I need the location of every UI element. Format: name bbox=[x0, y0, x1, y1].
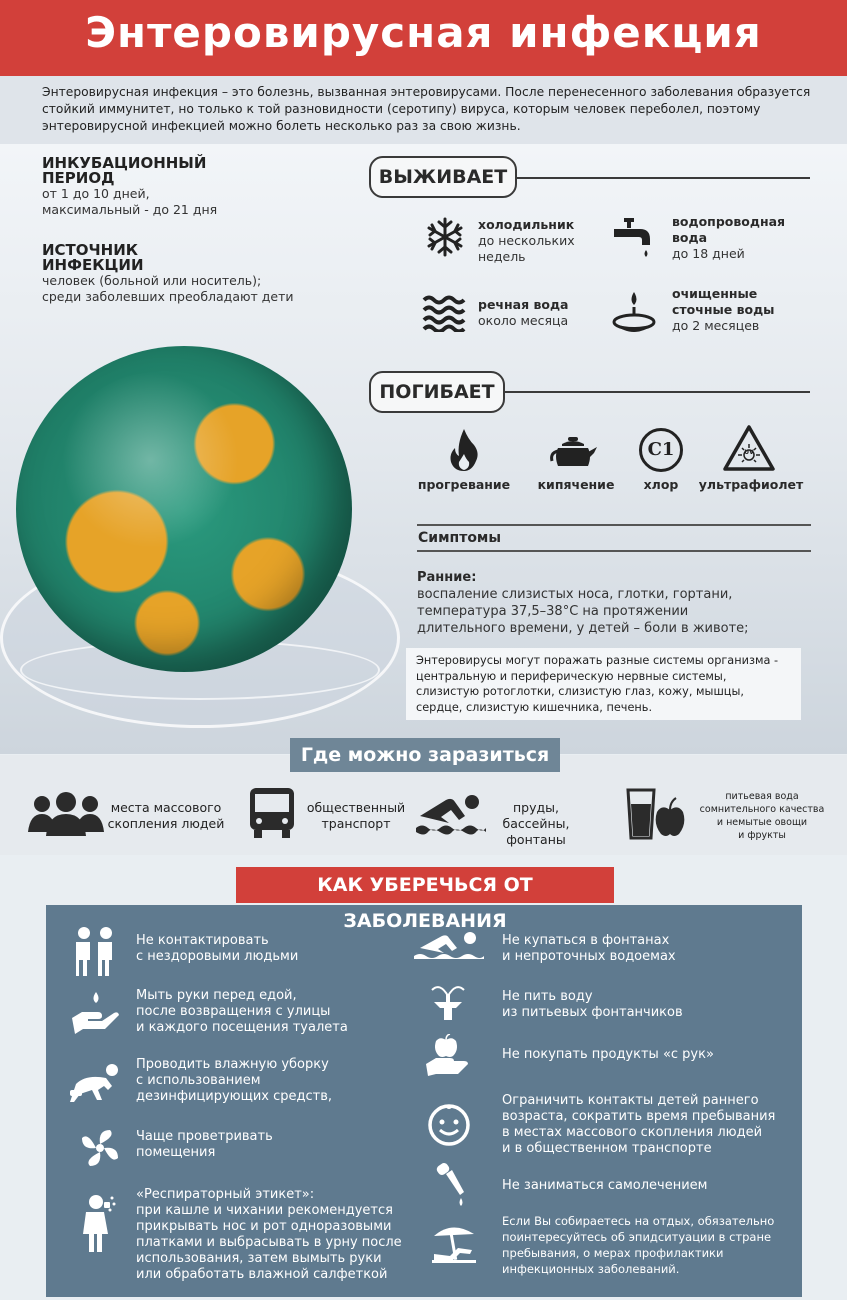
dies-label: ПОГИБАЕТ bbox=[369, 371, 505, 413]
beach-icon bbox=[430, 1220, 478, 1266]
dies-heating-label: прогревание bbox=[417, 477, 511, 492]
cleaning-icon bbox=[70, 1062, 124, 1102]
dies-boiling-label: кипячение bbox=[537, 477, 615, 492]
incubation-title-1: ИНКУБАЦИОННЫЙ bbox=[42, 154, 207, 172]
fridge-value-1: до нескольких bbox=[478, 233, 575, 248]
right-4-line-4: и в общественном транспорте bbox=[502, 1141, 712, 1156]
kettle-icon bbox=[548, 436, 600, 470]
hand-wash-icon bbox=[70, 990, 120, 1034]
intro-block bbox=[0, 76, 847, 144]
protect-right-3 bbox=[502, 1047, 802, 1063]
right-1-line-1: Не купаться в фонтанах bbox=[502, 933, 670, 948]
right-2-line-1: Не пить воду bbox=[502, 989, 593, 1004]
baby-icon bbox=[426, 1102, 472, 1148]
survives-item-tap-water bbox=[672, 214, 785, 262]
left-5-line-3: прикрывать нос и рот одноразовыми bbox=[136, 1219, 392, 1234]
left-5-line-6: или обработать влажной салфеткой bbox=[136, 1267, 388, 1282]
left-4-line-2: помещения bbox=[136, 1145, 216, 1160]
dies-chlorine-label: хлор bbox=[643, 477, 679, 492]
where-crowd bbox=[104, 800, 228, 832]
left-5-line-1: «Респираторный этикет»: bbox=[136, 1187, 315, 1202]
protect-left-2 bbox=[136, 988, 406, 1036]
incubation-title-2: ПЕРИОД bbox=[42, 169, 115, 187]
tap-water-value: до 18 дней bbox=[672, 246, 745, 261]
systems-line-1: Энтеровирусы могут поражать разные системы организма - bbox=[416, 654, 779, 667]
protect-left-5 bbox=[136, 1187, 411, 1283]
left-3-line-2: с использованием bbox=[136, 1073, 261, 1088]
symptoms-top-rule bbox=[417, 524, 811, 526]
fridge-value-2: недель bbox=[478, 249, 526, 264]
tap-water-title-2: вода bbox=[672, 230, 708, 245]
protect-left-1 bbox=[136, 933, 406, 965]
protect-right-5 bbox=[502, 1178, 802, 1194]
virus-illustration bbox=[16, 346, 352, 672]
chlorine-icon: C1 bbox=[639, 428, 683, 472]
dropper-icon bbox=[434, 1162, 466, 1208]
survives-item-sewage bbox=[672, 286, 775, 334]
left-1-line-1: Не контактировать bbox=[136, 933, 269, 948]
bus-icon bbox=[248, 786, 296, 840]
left-2-line-2: после возвращения с улицы bbox=[136, 1004, 331, 1019]
left-3-line-3: дезинфицирующих средств, bbox=[136, 1089, 333, 1104]
early-line-2: температура 37,5–38°С на протяжении bbox=[417, 604, 689, 619]
survives-item-fridge bbox=[478, 217, 575, 265]
right-4-line-1: Ограничить контакты детей раннего bbox=[502, 1093, 759, 1108]
systems-line-2: центральную и периферическую нервные системы, bbox=[416, 669, 727, 683]
where-water bbox=[488, 800, 584, 848]
river-title: речная вода bbox=[478, 297, 569, 312]
right-4-line-2: возраста, сократить время пребывания bbox=[502, 1109, 776, 1124]
sneeze-icon bbox=[76, 1194, 116, 1254]
dies-uv-label: ультрафиолет bbox=[698, 477, 804, 492]
fridge-title: холодильник bbox=[478, 217, 575, 232]
river-value: около месяца bbox=[478, 313, 569, 328]
left-3-line-1: Проводить влажную уборку bbox=[136, 1057, 329, 1072]
left-5-line-4: платками и выбрасывать в урну после bbox=[136, 1235, 402, 1250]
waves-icon bbox=[422, 294, 468, 332]
early-line-3: длительного времени, у детей – боли в животе; bbox=[417, 621, 749, 636]
right-6-line-3: пребывания, о мерах профилактики bbox=[502, 1246, 724, 1260]
where-drinking bbox=[688, 790, 836, 842]
flame-icon bbox=[448, 428, 480, 472]
source-line-2: среди заболевших преобладают дети bbox=[42, 289, 294, 304]
where-title: Где можно заразиться bbox=[290, 738, 560, 772]
transport-line-2: транспорт bbox=[321, 816, 391, 831]
drop-icon bbox=[610, 290, 658, 336]
protect-right-2 bbox=[502, 989, 802, 1021]
survives-item-river bbox=[478, 297, 569, 329]
drinking-line-2: сомнительного качества bbox=[699, 804, 825, 815]
source-block bbox=[42, 243, 342, 305]
protect-left-4 bbox=[136, 1129, 406, 1161]
water-line-2: фонтаны bbox=[506, 832, 566, 847]
where-transport bbox=[300, 800, 412, 832]
sewage-value: до 2 месяцев bbox=[672, 318, 760, 333]
early-label: Ранние: bbox=[417, 570, 477, 585]
faucet-icon bbox=[612, 215, 656, 259]
protect-right-6 bbox=[502, 1213, 798, 1277]
right-6-line-2: поинтересуйтесь об эпидситуации в стране bbox=[502, 1230, 772, 1244]
symptoms-label: Симптомы bbox=[418, 530, 502, 546]
dies-divider bbox=[505, 391, 810, 393]
transport-line-1: общественный bbox=[306, 800, 406, 815]
survives-label: ВЫЖИВАЕТ bbox=[369, 156, 517, 198]
sick-person-icon bbox=[74, 926, 118, 978]
page-title: Энтеровирусная инфекция bbox=[85, 8, 762, 57]
protect-right-1 bbox=[502, 933, 802, 965]
right-3-line-1: Не покупать продукты «с рук» bbox=[502, 1047, 714, 1062]
right-4-line-3: в местах массового скопления людей bbox=[502, 1125, 763, 1140]
source-title-1: ИСТОЧНИК bbox=[42, 241, 139, 259]
early-symptoms bbox=[417, 569, 807, 637]
symptoms-bottom-rule bbox=[417, 550, 811, 552]
left-2-line-3: и каждого посещения туалета bbox=[136, 1020, 348, 1035]
right-2-line-2: из питьевых фонтанчиков bbox=[502, 1005, 683, 1020]
incubation-line-2: максимальный - до 21 дня bbox=[42, 202, 218, 217]
uv-warning-icon bbox=[722, 424, 776, 472]
left-5-line-2: при кашле и чихании рекомендуется bbox=[136, 1203, 393, 1218]
snowflake-icon bbox=[424, 216, 466, 258]
protect-title: КАК УБЕРЕЧЬСЯ ОТ ЗАБОЛЕВАНИЯ bbox=[236, 867, 614, 903]
incubation-line-1: от 1 до 10 дней, bbox=[42, 186, 150, 201]
tap-water-title-1: водопроводная bbox=[672, 214, 786, 229]
right-6-line-4: инфекционных заболеваний. bbox=[502, 1262, 680, 1276]
hand-apple-icon bbox=[424, 1034, 470, 1076]
fan-icon bbox=[80, 1128, 120, 1168]
sewage-title-2: сточные воды bbox=[672, 302, 775, 317]
glass-apple-icon bbox=[626, 788, 686, 840]
left-1-line-2: с нездоровыми людьми bbox=[136, 949, 299, 964]
protect-left-3 bbox=[136, 1057, 406, 1105]
survives-divider bbox=[517, 177, 810, 179]
right-6-line-1: Если Вы собираетесь на отдых, обязательно bbox=[502, 1214, 775, 1228]
sewage-title-1: очищенные bbox=[672, 286, 758, 301]
uv-badge: UV bbox=[744, 449, 754, 456]
systems-line-4: сердце, слизистую кишечника, печень. bbox=[416, 700, 653, 714]
left-2-line-1: Мыть руки перед едой, bbox=[136, 988, 297, 1003]
water-line-1: пруды, бассейны, bbox=[502, 800, 570, 831]
swim-icon bbox=[412, 930, 486, 960]
source-line-1: человек (больной или носитель); bbox=[42, 273, 262, 288]
protect-right-4 bbox=[502, 1093, 802, 1157]
crowd-icon bbox=[28, 790, 104, 838]
right-5-line-1: Не заниматься самолечением bbox=[502, 1178, 708, 1193]
intro-text: Энтеровирусная инфекция – это болезнь, вызванная энтеровирусами. После перенесенного заболевания образуется стойкий иммунитет, но только к той разновидности (серотипу) вируса, которым человек переболел, поэтому энтеровирусной инфекцией можно болеть несколько раз за свою жизнь. bbox=[42, 85, 811, 133]
crowd-line-2: скопления людей bbox=[107, 816, 225, 831]
systems-box bbox=[406, 648, 801, 720]
drinking-line-1: питьевая вода bbox=[725, 791, 799, 802]
early-line-1: воспаление слизистых носа, глотки, гортани, bbox=[417, 587, 733, 602]
drinking-line-4: и фрукты bbox=[738, 830, 786, 841]
crowd-line-1: места массового bbox=[110, 800, 222, 815]
left-4-line-1: Чаще проветривать bbox=[136, 1129, 273, 1144]
incubation-block bbox=[42, 156, 342, 218]
drinking-line-3: и немытые овощи bbox=[716, 817, 808, 828]
left-5-line-5: использования, затем вымыть руки bbox=[136, 1251, 382, 1266]
systems-line-3: слизистую ротоглотки, слизистую глаз, кожу, мышцы, bbox=[416, 685, 744, 698]
source-title-2: ИНФЕКЦИИ bbox=[42, 256, 144, 274]
swimmer-icon bbox=[414, 788, 488, 838]
right-1-line-2: и непроточных водоемах bbox=[502, 949, 676, 964]
fountain-icon bbox=[430, 982, 466, 1022]
